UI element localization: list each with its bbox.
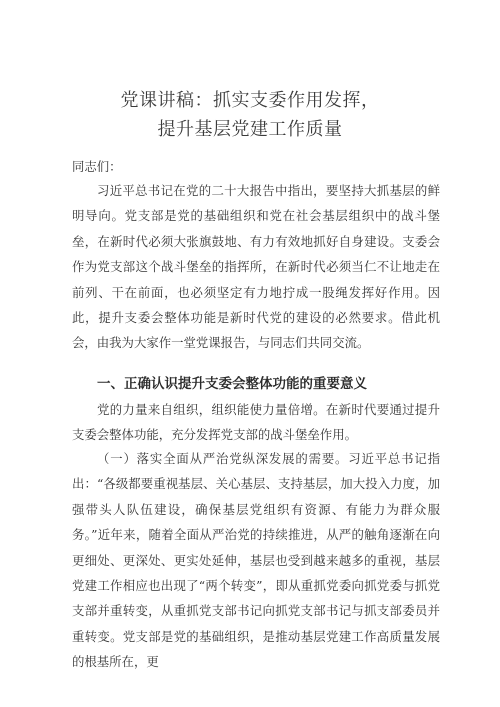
paragraph-section1-intro: 党的力量来自组织，组织能使力量倍增。在新时代要通过提升支委会整体功能，充分发挥党支部的战斗堡垒作用。 — [72, 402, 440, 443]
paragraph-section1-point1: （一）落实全面从严治党纵深发展的需要。习近平总书记指出：“各级都要重视基层、关心基层、支持基层，加大投入力度，加强带头人队伍建设，确保基层党组织有资源、有能力为群众服务。”近年来，随着全面从严治党的持续推进，从严的触角逐渐在向更细处、更深处、更实处延伸，基层也受到越来越多的重视，基层党建工作相应也出现了“两个转变”，即从重抓党委向抓党委与抓党支部并重转变，从重抓党支部书记向抓党支部书记与抓支部委员并重转变。党支部是党的基础组织，是推动基层党建工作高质量发展的根基所在，更 — [72, 451, 440, 670]
paragraph-intro: 习近平总书记在党的二十大报告中指出，要坚持大抓基层的鲜明导向。党支部是党的基础组织和党在社会基层组织中的战斗堡垒，在新时代必须大张旗鼓地、有力有效地抓好自身建设。支委会作为党支部这个战斗堡垒的指挥所，在新时代必须当仁不让地走在前列、干在前面，也必须坚定有力地拧成一股绳发挥好作用。因此，提升支委会整体功能是新时代党的建设的必然要求。借此机会，由我为大家作一堂党课报告，与同志们共同交流。 — [72, 183, 440, 351]
document-title-line1: 党课讲稿：抓实支委作用发挥， — [120, 90, 380, 111]
greeting: 同志们： — [72, 159, 122, 174]
document-title-line2: 提升基层党建工作质量 — [157, 119, 343, 140]
section-heading-1: 一、正确认识提升支委会整体功能的重要意义 — [97, 376, 367, 392]
